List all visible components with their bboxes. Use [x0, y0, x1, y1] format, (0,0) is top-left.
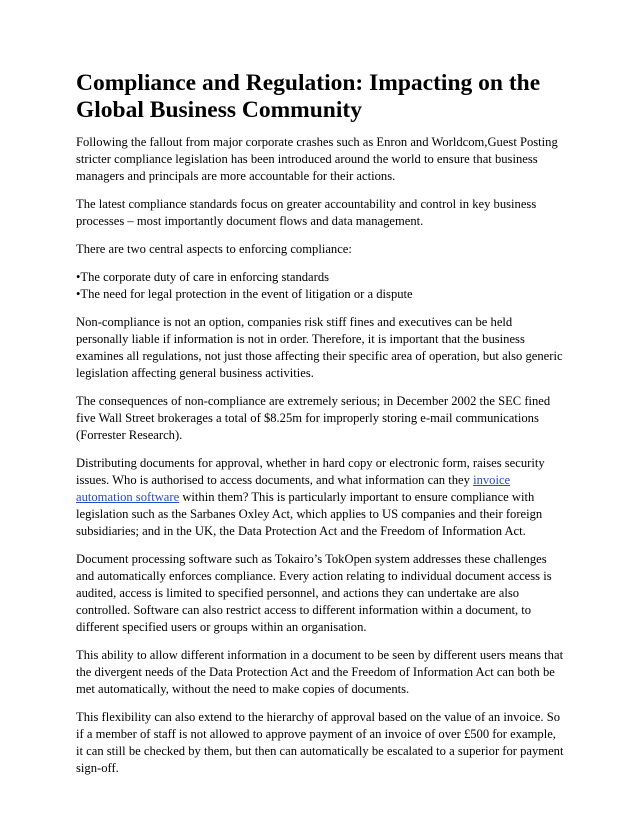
document-title: Compliance and Regulation: Impacting on the Global Business Community: [76, 70, 541, 123]
paragraph-aspects-intro: There are two central aspects to enforcing compliance:: [76, 242, 352, 256]
paragraph-standards: The latest compliance standards focus on greater accountability and control in key business processes – most importantly document flows and data management.: [76, 197, 537, 228]
bullet-item-legal-protection: •The need for legal protection in the event of litigation or a dispute: [76, 287, 413, 301]
document-page: [76, 70, 566, 788]
paragraph-non-compliance: Non-compliance is not an option, companies risk stiff fines and executives can be held personally liable if information is not in order. Therefore, it is important that the business examines all regulations, not just those affecting their specific area of operation, but also generic legislation affecting general business activities.: [76, 315, 563, 380]
paragraph-ability: This ability to allow different information in a document to be seen by different users means that the divergent needs of the Data Protection Act and the Freedom of Information Act can both be met automatically, without the need to make copies of documents.: [76, 648, 564, 696]
paragraph-document-processing: Document processing software such as Tokairo’s TokOpen system addresses these challenges and automatically enforces compliance. Every action relating to individual document access is audited, access is limited to specified personnel, and actions they can undertake are also controlled. Software can also restrict access to different information within a document, to different specified users or groups within an organisation.: [76, 552, 552, 634]
bullet-item-duty-of-care: •The corporate duty of care in enforcing standards: [76, 270, 330, 284]
paragraph-distributing-documents: [76, 455, 566, 540]
paragraph-flexibility: This flexibility can also extend to the hierarchy of approval based on the value of an invoice. So if a member of staff is not allowed to approve payment of an invoice of over £500 for example, it can still be checked by them, but then can automatically be escalated to a superior for payment sign-off.: [76, 710, 564, 775]
bullet-list: [76, 269, 566, 303]
paragraph-intro: Following the fallout from major corporate crashes such as Enron and Worldcom,Guest Posting stricter compliance legislation has been introduced around the world to ensure that business managers and principals are more accountable for their actions.: [76, 135, 558, 183]
paragraph-consequences: The consequences of non-compliance are extremely serious; in December 2002 the SEC fined five Wall Street brokerages a total of $8.25m for improperly storing e-mail communications (Forrester Research).: [76, 394, 551, 442]
invoice-automation-software-link[interactable]: invoice automation software: [76, 473, 511, 504]
paragraph-text-before-link: Distributing documents for approval, whether in hard copy or electronic form, raises security issues. Who is authorised to access documents, and what information can they: [76, 456, 545, 487]
paragraph-text-after-link: within them? This is particularly important to ensure compliance with legislation such as the Sarbanes Oxley Act, which applies to US companies and their foreign subsidiaries; and in the UK, the Data Protection Act and the Freedom of Information Act.: [76, 490, 543, 538]
